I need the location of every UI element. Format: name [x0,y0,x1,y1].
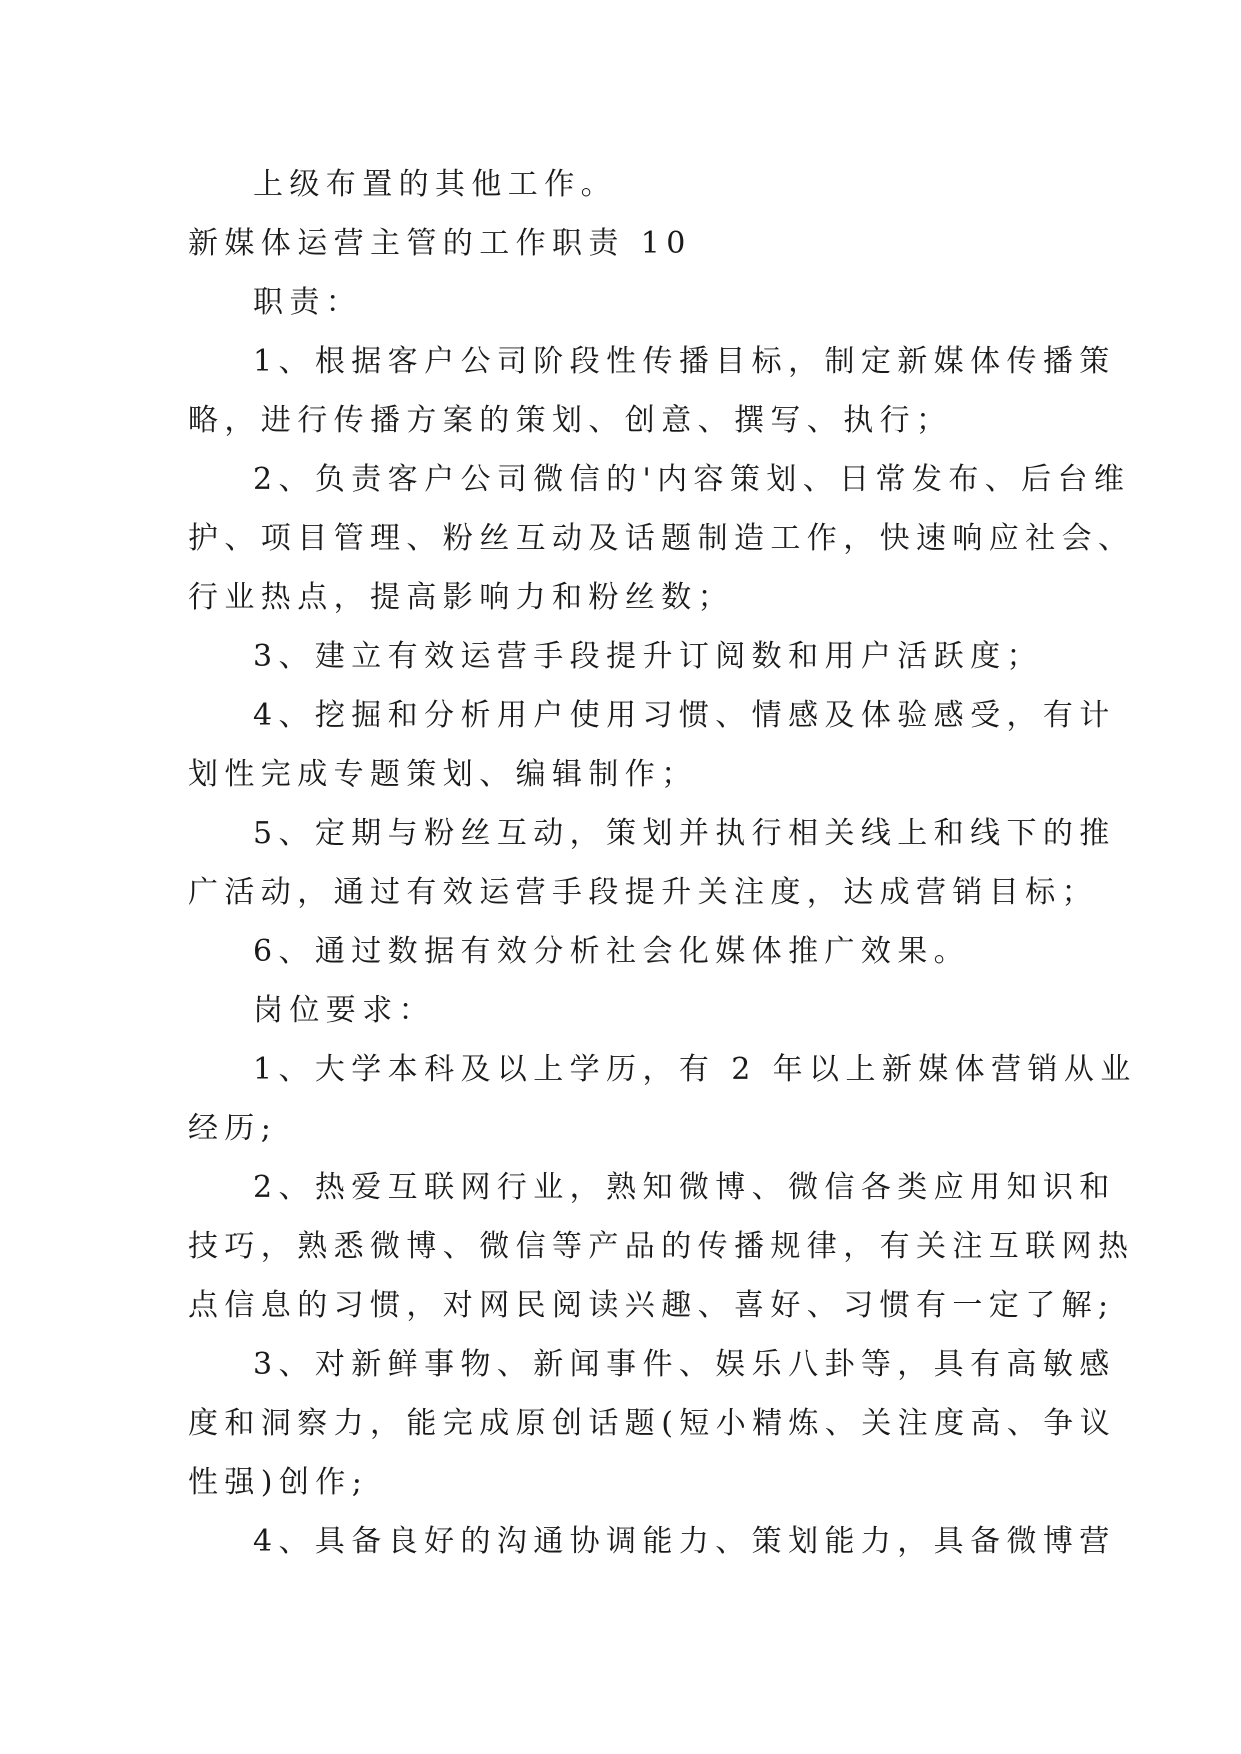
text-line: 划性完成专题策划、编辑制作； [188,757,698,792]
text-line: 2、负责客户公司微信的'内容策划、日常发布、后台维 [253,462,1131,497]
text-line-continuation: 上级布置的其他工作。 [253,167,617,202]
text-line: 行业热点，提高影响力和粉丝数； [188,580,734,615]
text-line: 2、热爱互联网行业，熟知微博、微信各类应用知识和 [253,1170,1116,1205]
text-line: 度和洞察力，能完成原创话题(短小精炼、关注度高、争议 [188,1406,1117,1441]
text-line: 略，进行传播方案的策划、创意、撰写、执行； [188,403,953,438]
text-line: 3、对新鲜事物、新闻事件、娱乐八卦等，具有高敏感 [253,1347,1116,1382]
text-line: 护、项目管理、粉丝互动及话题制造工作，快速响应社会、 [188,521,1135,556]
text-line: 经历; [188,1111,278,1146]
text-line: 6、通过数据有效分析社会化媒体推广效果。 [253,934,971,969]
text-line: 点信息的习惯，对网民阅读兴趣、喜好、习惯有一定了解; [188,1288,1115,1323]
text-line: 1、大学本科及以上学历，有 2 年以上新媒体营销从业 [253,1052,1137,1087]
text-line: 1、根据客户公司阶段性传播目标，制定新媒体传播策 [253,344,1116,379]
text-line: 性强)创作; [188,1465,369,1500]
subheading-requirements: 岗位要求： [253,993,435,1028]
subheading-duties: 职责： [253,285,363,320]
text-line: 4、挖掘和分析用户使用习惯、情感及体验感受，有计 [253,698,1116,733]
text-line: 4、具备良好的沟通协调能力、策划能力，具备微博营 [253,1524,1116,1559]
text-line: 5、定期与粉丝互动，策划并执行相关线上和线下的推 [253,816,1116,851]
section-heading: 新媒体运营主管的工作职责 10 [188,226,692,261]
text-line: 广活动，通过有效运营手段提升关注度，达成营销目标； [188,875,1098,910]
text-line: 3、建立有效运营手段提升订阅数和用户活跃度； [253,639,1043,674]
text-line: 技巧，熟悉微博、微信等产品的传播规律，有关注互联网热 [188,1229,1135,1264]
